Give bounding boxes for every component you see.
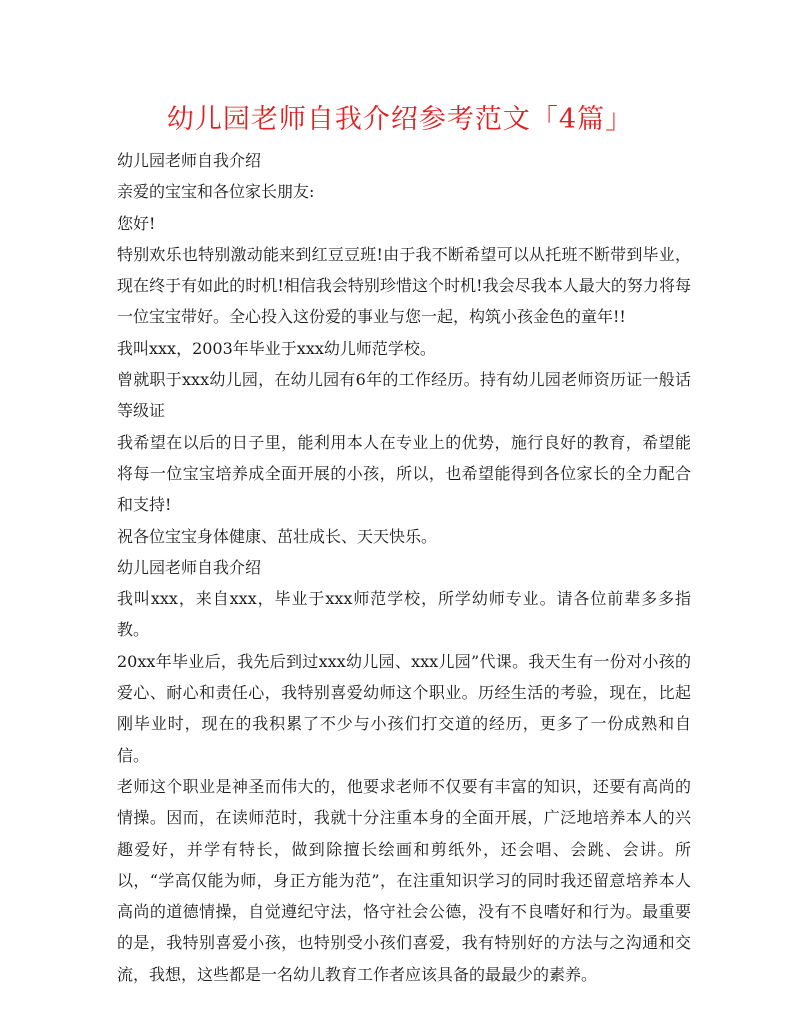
greeting-line: 您好! <box>117 213 156 233</box>
section-heading: 幼儿园老师自我介绍 <box>117 151 262 170</box>
paragraph: 我叫xxx，2003年毕业于xxx幼儿师范学校。 <box>117 338 436 358</box>
paragraph: 20xx年毕业后，我先后到过xxx幼儿园、xxx儿园”代课。我天生有一份对小孩的爱心、耐心和责任心，我特别喜爱幼师这个职业。历经生活的考验，现在，比起刚毕业时，现在的我积累了不少与小孩们打交道的经历，更多了一份成熟和自信。 <box>117 651 691 765</box>
paragraph: 祝各位宝宝身体健康、茁壮成长、天天快乐。 <box>117 526 438 546</box>
greeting-line: 亲爱的宝宝和各位家长朋友: <box>117 182 315 202</box>
paragraph: 我希望在以后的日子里，能利用本人在专业上的优势，施行良好的教育，希望能将每一位宝宝培养成全面开展的小孩，所以，也希望能得到各位家长的全力配合和支持! <box>117 432 691 515</box>
paragraph: 老师这个职业是神圣而伟大的，他要求老师不仅要有丰富的知识，还要有高尚的情操。因而，在读师范时，我就十分注重本身的全面开展，广泛地培养本人的兴趣爱好，并学有特长，做到除擅长绘画和剪纸外，还会唱、会跳、会讲。所以，“学高仅能为师，身正方能为范”，在注重知识学习的同时我还留意培养本人高尚的道德情操，自觉遵纪守法，恪守社会公德，没有不良嗜好和行为。最重要的是，我特别喜爱小孩，也特别受小孩们喜爱，我有特别好的方法与之沟通和交流，我想，这些都是一名幼儿教育工作者应该具备的最最少的素养。 <box>117 776 691 984</box>
paragraph: 我叫xxx，来自xxx，毕业于xxx师范学校，所学幼师专业。请各位前辈多多指教。 <box>117 589 691 640</box>
document-body <box>117 145 691 990</box>
document-title: 幼儿园老师自我介绍参考范文「4篇」 <box>166 104 634 135</box>
section-heading: 幼儿园老师自我介绍 <box>117 557 262 577</box>
paragraph: 特别欢乐也特别激动能来到红豆豆班!由于我不断希望可以从托班不断带到毕业，现在终于有如此的时机!相信我会特别珍惜这个时机!我会尽我本人最大的努力将每一位宝宝带好。全心投入这份爱的事业与您一起，构筑小孩金色的童年!! <box>117 244 691 327</box>
paragraph: 曾就职于xxx幼儿园，在幼儿园有6年的工作经历。持有幼儿园老师资历证一般话等级证 <box>117 370 691 421</box>
